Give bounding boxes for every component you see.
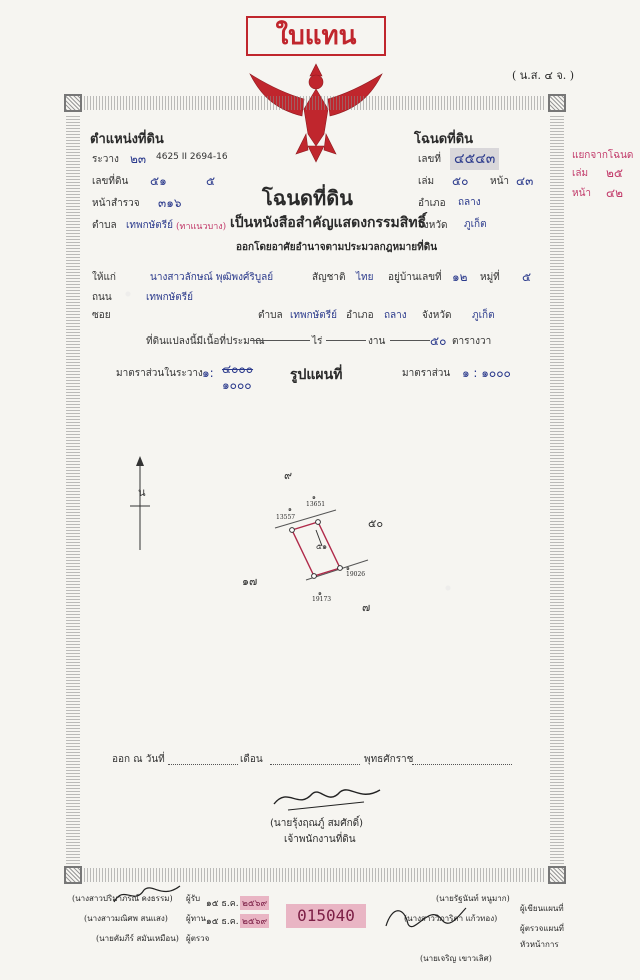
border-corner-tl bbox=[64, 94, 82, 112]
sheet-code: 4625 II 2694-16 bbox=[156, 152, 228, 162]
area-wa-line bbox=[390, 340, 430, 341]
right-block-header: โฉนดที่ดิน bbox=[414, 132, 474, 147]
sheet-value: ๒๓ bbox=[130, 152, 147, 166]
border-corner-bl bbox=[64, 866, 82, 884]
owner-tambon-value: เทพกษัตรีย์ bbox=[290, 310, 337, 321]
deed-number-value: ๔๕๔๓ bbox=[450, 148, 499, 170]
issue-month-line bbox=[270, 764, 360, 765]
tambon-label: ตำบล bbox=[92, 220, 117, 231]
footer-signature-1-icon bbox=[110, 880, 190, 910]
owner-province-label: จังหวัด bbox=[422, 310, 452, 321]
scale-left-label: มาตราส่วนในระวาง bbox=[116, 368, 203, 379]
area-ngan-label: งาน bbox=[368, 336, 386, 347]
volume-value: ๕๐ bbox=[452, 174, 469, 188]
deed-subtitle: เป็นหนังสือสำคัญแสดงกรรมสิทธิ์ bbox=[230, 215, 427, 231]
province-value: ภูเก็ต bbox=[464, 219, 487, 230]
footer-right-role3: หัวหน้าการ bbox=[520, 940, 559, 949]
amphoe-label: อำเภอ bbox=[418, 198, 446, 209]
footer-left-name3: (นายคัมภีร์ สมันเหมือน) bbox=[96, 934, 179, 943]
amphoe-value: ถลาง bbox=[458, 197, 481, 208]
page-label: หน้า bbox=[490, 176, 510, 187]
north-label: น bbox=[138, 486, 146, 499]
footer-right-role2: ผู้ตรวจแผนที่ bbox=[520, 924, 564, 933]
area-rai-label: ไร่ bbox=[312, 336, 323, 347]
owner-amphoe-label: อำเภอ bbox=[346, 310, 374, 321]
border-corner-br bbox=[548, 866, 566, 884]
side-note-page-value: ๔๒ bbox=[606, 186, 623, 200]
tambon-value: เทพกษัตรีย์ bbox=[126, 220, 173, 231]
nationality-value: ไทย bbox=[356, 272, 374, 283]
owner-province-value: ภูเก็ต bbox=[472, 310, 495, 321]
moo-label: หมู่ที่ bbox=[480, 272, 500, 283]
area-ngan-line bbox=[326, 340, 366, 341]
peg-br-label: 19026 bbox=[346, 571, 366, 578]
footer-year1: ๒๕๖๙ bbox=[240, 896, 269, 910]
peg-tl-num: ๑ bbox=[288, 506, 292, 513]
parcel-value: ๕๑ bbox=[150, 174, 167, 188]
peg-tl-label: 13557 bbox=[276, 514, 296, 521]
nationality-label: สัญชาติ bbox=[312, 272, 346, 283]
border-top bbox=[84, 96, 546, 110]
side-note-vol-label: เล่ม bbox=[572, 168, 589, 179]
serial-number: 015040 bbox=[286, 904, 366, 928]
form-code: ( น.ส. ๔ จ. ) bbox=[512, 69, 575, 82]
footer-right-name2: (นางสาววิภาริตา แก้วทอง) bbox=[404, 914, 498, 923]
map-title: รูปแผนที่ bbox=[290, 367, 343, 383]
parcel-label: เลขที่ดิน bbox=[92, 176, 129, 187]
parcel-map bbox=[120, 450, 540, 630]
footer-signature-2-icon bbox=[380, 896, 470, 936]
peg-tr-label: 13651 bbox=[306, 501, 326, 508]
page-value: ๔๓ bbox=[516, 174, 534, 188]
map-marker-top: ๙ bbox=[284, 469, 293, 482]
map-marker-right: ๕๐ bbox=[368, 517, 384, 530]
owner-give-label: ให้แก่ bbox=[92, 272, 116, 283]
soi-label: ซอย bbox=[92, 310, 111, 321]
owner-tambon-label: ตำบล bbox=[258, 310, 283, 321]
side-note-line1: แยกจากโฉนด bbox=[572, 150, 634, 161]
house-label: อยู่บ้านเลขที่ bbox=[388, 272, 442, 283]
footer-date2: ๑๕ ธ.ค. bbox=[206, 917, 239, 927]
peg-bl-label: 19173 bbox=[312, 596, 332, 603]
issue-day-line bbox=[168, 764, 238, 765]
parcel-number-label: ๕๑ bbox=[316, 542, 328, 551]
officer-title: เจ้าพนักงานที่ดิน bbox=[284, 834, 356, 845]
map-marker-bottom: ๗ bbox=[362, 601, 371, 614]
area-wa-label: ตารางวา bbox=[452, 336, 492, 347]
page-survey-label: หน้าสำรวจ bbox=[92, 198, 140, 209]
owner-amphoe-value: ถลาง bbox=[384, 310, 407, 321]
side-note-vol-value: ๒๕ bbox=[606, 166, 623, 180]
footer-right-name1: (นายรัฐนันท์ หนูมาก) bbox=[436, 894, 510, 903]
footer-left-role3: ผู้ตรวจ bbox=[186, 934, 210, 943]
issued-by: ออกโดยอาศัยอำนาจตามประมวลกฎหมายที่ดิน bbox=[236, 242, 438, 253]
issue-year-label: พุทธศักราช bbox=[364, 754, 414, 765]
border-left bbox=[66, 114, 80, 864]
border-corner-tr bbox=[548, 94, 566, 112]
footer-year2: ๒๕๖๙ bbox=[240, 914, 269, 928]
scale-right-value: ๑ : ๑๐๐๐ bbox=[462, 366, 511, 380]
scale-left-old: ๔๐๐๐ bbox=[222, 362, 254, 376]
peg-bl-num: ๑ bbox=[318, 590, 322, 597]
officer-name: (นายรุ้งฤณภู์ สมศักดิ์) bbox=[270, 818, 364, 829]
north-arrow-icon bbox=[130, 456, 150, 550]
scale-right-label: มาตราส่วน bbox=[402, 368, 451, 379]
replacement-stamp: ใบแทน bbox=[246, 16, 386, 56]
scale-left-new: ๑๐๐๐ bbox=[222, 378, 252, 392]
footer-left-role1: ผู้รับ bbox=[186, 894, 201, 903]
map-marker-left: ๑๗ bbox=[242, 575, 258, 588]
footer-left-name1: (นางสาวปริมาภรณ์ คงธรรม) bbox=[72, 894, 173, 903]
owner-name: นางสาวลักษณ์ พุฒิพงศ์ริบูลย์ bbox=[150, 272, 274, 283]
issue-date-label: ออก ณ วันที่ bbox=[112, 754, 165, 765]
deed-title: โฉนดที่ดิน bbox=[262, 186, 353, 210]
house-value: ๑๒ bbox=[452, 270, 468, 284]
footer-left-role2: ผู้ทาน bbox=[186, 914, 206, 923]
footer-right-role1: ผู้เขียนแผนที่ bbox=[520, 904, 564, 913]
officer-signature-icon bbox=[268, 780, 388, 816]
scale-left-one: ๑: bbox=[202, 366, 214, 380]
border-right bbox=[550, 114, 564, 864]
province-label: จังหวัด bbox=[418, 220, 448, 231]
footer-left-name2: (นางสาวมณิศพ สนแสง) bbox=[84, 914, 168, 923]
area-wa-value: ๕๐ bbox=[430, 334, 447, 348]
parcel-extra: ๕ bbox=[206, 174, 216, 188]
footer-right-name3: (นายเจริญ เขาวเลิศ) bbox=[420, 954, 492, 963]
side-note-page-label: หน้า bbox=[572, 188, 592, 199]
road-value: เทพกษัตรีย์ bbox=[146, 292, 193, 303]
left-block-header: ตำแหน่งที่ดิน bbox=[90, 132, 164, 147]
footer-date1: ๑๕ ธ.ค. bbox=[206, 899, 239, 909]
issue-month-label: เดือน bbox=[240, 754, 263, 765]
area-prefix: ที่ดินแปลงนี้มีเนื้อที่ประมาณ bbox=[146, 336, 265, 347]
deed-number-label: เลขที่ bbox=[418, 154, 441, 165]
moo-value: ๕ bbox=[522, 270, 532, 284]
peg-br-num: ๑ bbox=[346, 565, 350, 572]
page-survey-value: ๓๑๖ bbox=[158, 196, 182, 210]
tambon-note: (ทาแนวบาง) bbox=[176, 222, 227, 232]
sheet-label: ระวาง bbox=[92, 154, 119, 165]
road-label: ถนน bbox=[92, 292, 112, 303]
peg-tr-num: ๑ bbox=[312, 494, 316, 501]
area-rai-line bbox=[250, 340, 310, 341]
issue-year-line bbox=[412, 764, 512, 765]
volume-label: เล่ม bbox=[418, 176, 435, 187]
